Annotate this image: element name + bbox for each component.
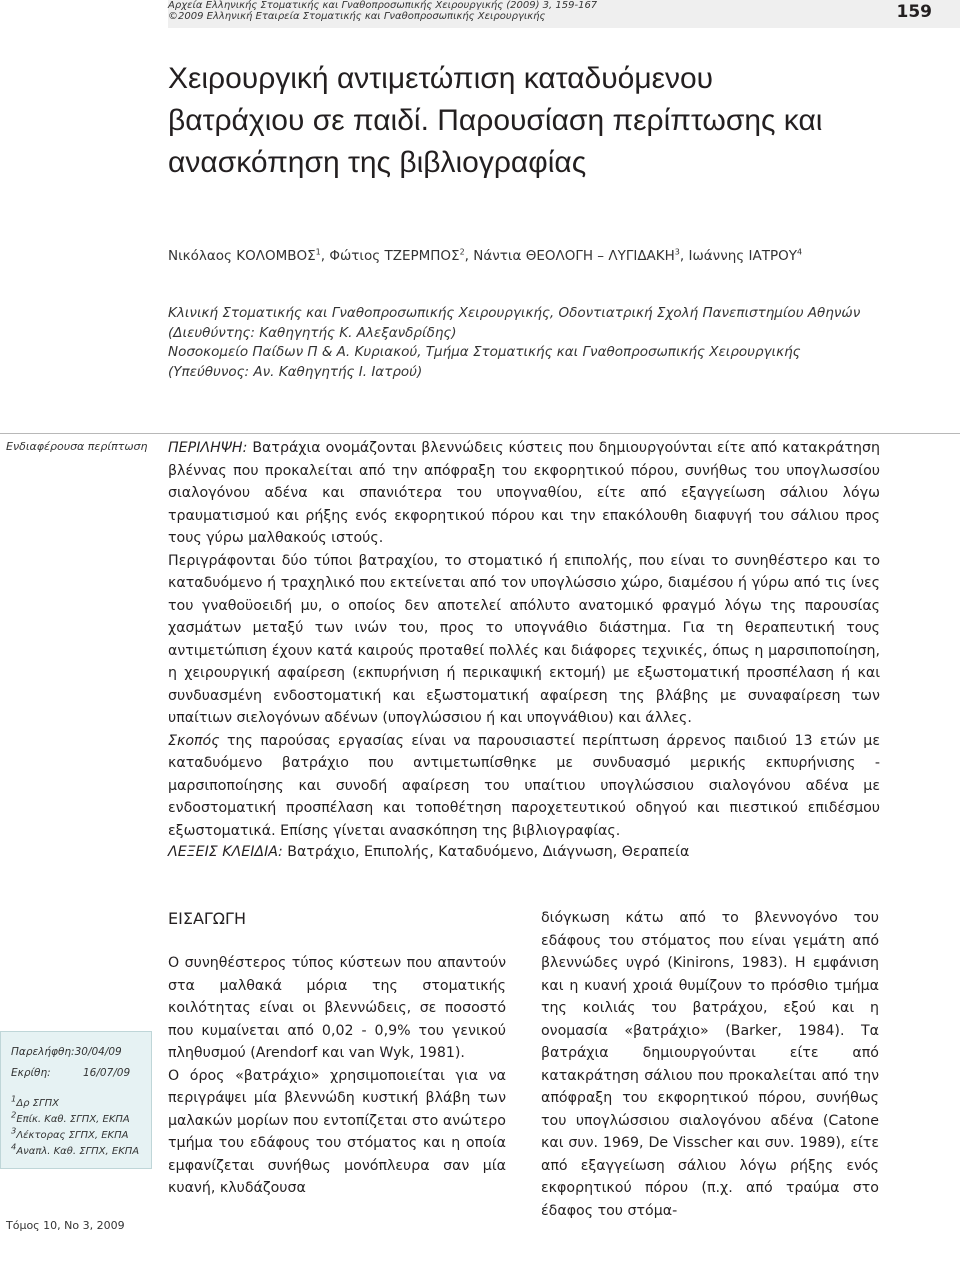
note-text: Λέκτορας ΣΓΠΧ, ΕΚΠΑ (16, 1130, 129, 1141)
affiliations (168, 304, 888, 382)
note-sup: 2 (11, 1109, 17, 1120)
abstract-text: Βατράχια ονομάζονται βλεννώδεις κύστεις που δημιουργούνται είτε από κατακράτηση βλέννας που προκαλείται από την απόφραξη του εκφορητικού πόρου, συνήθως του υπογλωσσίου σιαλογόνου αδένα και σπανιότερα του υπογναθίου, είτε από εξαγγείωση σάλιου λόγω τραυματισμού και ρήξης ενός εκφορητικού πόρου και την επακόλουθη διαφυγή του σάλιου προς τους γύρω μαλθακούς ιστούς. (168, 440, 880, 546)
title-line-1: Χειρουργική αντιμετώπιση καταδυόμενου (168, 62, 714, 95)
keywords (168, 844, 689, 860)
section-divider (0, 433, 960, 434)
section-title-introduction: ΕΙΣΑΓΩΓΗ (168, 909, 246, 928)
body-column-2 (541, 907, 879, 1222)
accepted-line (11, 1067, 131, 1079)
note-text: Αναπλ. Καθ. ΣΓΠΧ, ΕΚΠΑ (16, 1146, 140, 1157)
note-text: Δρ ΣΓΠΧ (16, 1098, 59, 1109)
abstract-paragraph (168, 730, 880, 843)
accepted-label: Εκρίθη: (11, 1067, 51, 1079)
note-sup: 3 (11, 1125, 17, 1136)
article-dates-box (0, 1031, 152, 1169)
citation-line-1: Αρχεία Ελληνικής Στοματικής και Γναθοπροσωπικής Χειρουργικής (2009) 3, 159-167 (168, 0, 598, 11)
abstract (168, 437, 880, 842)
author-sup: 4 (797, 247, 803, 257)
journal-citation (168, 0, 597, 22)
author-note (11, 1125, 129, 1141)
keywords-text: Βατράχιο, Επιπολής, Καταδυόμενο, Διάγνωση, Θεραπεία (282, 844, 690, 860)
abstract-text: της παρούσας εργασίας είναι να παρουσιαστεί περίπτωση άρρενος παιδιού 13 ετών με καταδυόμενο βατράχιο που αντιμετωπίσθηκε με συνδυασμό μερικής εκπυρήνισης - μαρσιποποίησης και συνοδή αφαίρεση του υπαίτιου υπογλώσσιου σιαλογόνου αδένα με ενδοστοματική προσπέλαση και τοποθέτηση παροχετευτικού οδηγού και πιεστικού επιδέσμου εξωστοματικά. Επίσης γίνεται ανασκόπηση της βιβλιογραφίας. (168, 732, 880, 839)
note-text: Επίκ. Καθ. ΣΓΠΧ, ΕΚΠΑ (16, 1114, 130, 1125)
citation-line-2: ©2009 Ελληνική Εταιρεία Στοματικής και Γναθοπροσωπικής Χειρουργικής (168, 11, 546, 22)
author-name: Φώτιος ΤΖΕΡΜΠΟΣ (329, 248, 460, 264)
body-paragraph: διόγκωση κάτω από το βλεννογόνο του εδάφους του στόματος που είναι γεμάτη από βλεννώδες υγρό (Kinirons, 1983). Η εμφάνιση και η κυανή χροιά θυμίζουν το πρόσθιο τμήμα της κοιλιάς του βατράχου, εξού και η ονομασία «βατράχιο» (Barker, 1984). Τα βατράχια δημιουργούνται είτε από κατακράτηση σάλιου που προκαλείται από την απόφραξη του εκφορητικού πόρου, συνήθως του υπογλώσσιου σιαλογόνου αδένα (Catone και συν. 1969, De Visscher και συν. 1989), είτε από εξαγγείωση σάλιου λόγω ρήξης ενός εκφορητικού πόρου (π.χ. από τραύμα στο έδαφος του στόμα- (541, 910, 879, 1219)
issue-footer: Τόμος 10, Νο 3, 2009 (6, 1219, 125, 1232)
affiliation-line: (Διευθύντης: Καθηγητής Κ. Αλεξανδρίδης) (168, 324, 457, 341)
body-paragraph: Ο όρος «βατράχιο» χρησιμοποιείται για να περιγράψει μία βλεννώδη κυστική βλάβη των μαλακών μορίων που εντοπίζεται στο ανώτερο τμήμα του εδάφους του στόματος και η οποία εμφανίζεται συνήθως μονόπλευρα σαν μία κυανή, κλυδάζουσα (168, 1067, 506, 1196)
received-date: 30/04/09 (74, 1046, 122, 1058)
author-note (11, 1109, 130, 1125)
body-column-1 (168, 952, 506, 1200)
keywords-heading: ΛΕΞΕΙΣ ΚΛΕΙΔΙΑ: (168, 844, 283, 860)
author-sup: 3 (674, 247, 680, 257)
title-line-3: ανασκόπηση της βιβλιογραφίας (168, 146, 587, 179)
abstract-heading: ΠΕΡΙΛΗΨΗ: (168, 440, 248, 456)
affiliation-line: Κλινική Στοματικής και Γναθοπροσωπικής Χειρουργικής, Οδοντιατρική Σχολή Πανεπιστημίου Αθηνών (168, 305, 861, 321)
affiliation-line: Νοσοκομείο Παίδων Π & Α. Κυριακού, Τμήμα Στοματικής και Γναθοπροσωπικής Χειρουργικής (168, 344, 801, 360)
received-line (11, 1046, 122, 1058)
author-name: Ιωάννης ΙΑΤΡΟΥ (688, 248, 797, 264)
page-number: 159 (896, 2, 932, 22)
author-name: Νάντια ΘΕΟΛΟΓΗ – ΛΥΓΙΔΑΚΗ (473, 248, 675, 264)
aim-heading: Σκοπός (168, 732, 220, 749)
received-label: Παρελήφθη: (11, 1046, 75, 1058)
author-sup: 2 (459, 247, 465, 257)
accepted-date: 16/07/09 (83, 1067, 131, 1079)
author-sup: 1 (315, 247, 321, 257)
body-paragraph: Ο συνηθέστερος τύπος κύστεων που απαντούν στα μαλθακά μόρια της στοματικής κοιλότητας είναι οι βλεννώδεις, σε ποσοστό που κυμαίνεται από 0,02 - 0,9% του γενικού πληθυσμού (Arendorf και van Wyk, 1981). (168, 955, 506, 1061)
article-title (168, 58, 928, 184)
article-type-label: Ενδιαφέρουσα περίπτωση (6, 440, 148, 453)
author-note (11, 1141, 140, 1157)
abstract-paragraph (168, 437, 880, 550)
author-name: Νικόλαος ΚΟΛΟΜΒΟΣ (168, 248, 316, 264)
title-line-2: βατράχιου σε παιδί. Παρουσίαση περίπτωσης και (168, 104, 823, 137)
affiliation-line: (Υπεύθυνος: Αν. Καθηγητής Ι. Ιατρού) (168, 363, 423, 380)
abstract-paragraph: Περιγράφονται δύο τύποι βατραχίου, το στοματικό ή επιπολής, που είναι το συνηθέστερο και το καταδυόμενο ή τραχηλικό που εκτείνεται από τον υπογλώσσιο χώρο, διαμέσου ή γύρω από τις ίνες του γναθοϋοειδή μυ, ο οποίος δεν αποτελεί απόλυτο ανατομικό φραγμό λόγω της παρουσίας χασμάτων μεταξύ των ινών του, προς το υπογνάθιο διάστημα. Για τη θεραπευτική τους αντιμετώπιση έχουν κατά καιρούς προταθεί πολλές και διάφορες τεχνικές, όπως η μαρσιποποίηση, η χειρουργική αφαίρεση (εκπυρήνιση ή περικαψική εκτομή) με εξωστοματική προσπέλαση ή και συνδυασμένη ενδοστοματική και εξωστοματική αφαίρεση της βλάβης με συναφαίρεση των υπαίτιων σιελογόνων αδένων (υπογλώσσιου ή και υπογνάθιου) και άλλες. (168, 552, 880, 726)
note-sup: 1 (11, 1093, 17, 1104)
author-note (11, 1093, 59, 1109)
author-list: Νικόλαος ΚΟΛΟΜΒΟΣ$^1$, Φώτιος ΤΖΕΡΜΠΟΣ$^2$, Νάντια ΘΕΟΛΟΓΗ – ΛΥΓΙΔΑΚΗ$^3$, Ιωάννης ΙΑΤΡΟΥ$^4$ (168, 247, 803, 264)
note-sup: 4 (11, 1141, 17, 1152)
